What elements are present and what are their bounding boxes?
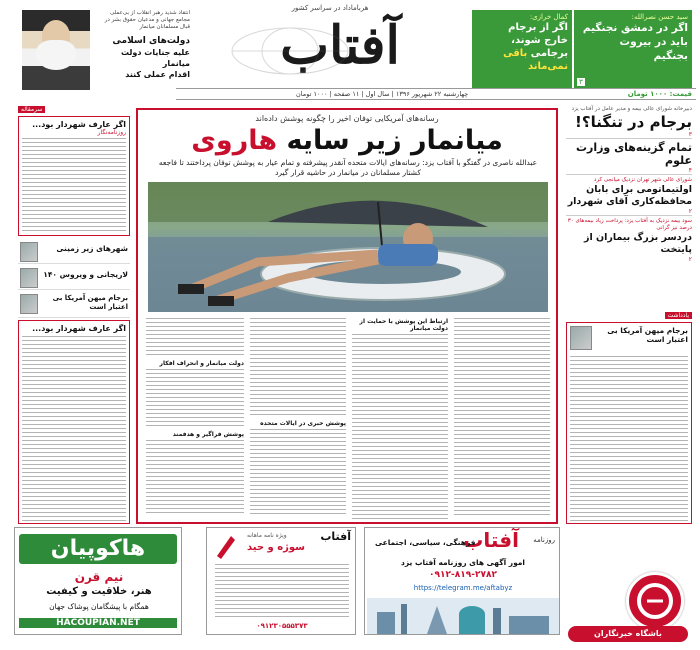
top-right-page: ۳: [579, 78, 583, 86]
left-item-2-thumb: [20, 268, 38, 288]
right-kicker-4: سود بیمه نزدیک به آفتاب یزد: پرداخت زیاد بیمه‌های ۳۰ درصد نیز گرانی: [566, 215, 692, 232]
top-left-headline2: علیه جنایات دولت میانمار: [120, 48, 190, 68]
main-title-b: هاروی: [191, 125, 278, 156]
left-column: [18, 106, 130, 524]
main-body: [146, 318, 550, 518]
main-lead: عبدالله ناصری در گفتگو با آفتاب یزد: رسانه‌های ایالات متحده آنقدر پیشرفته و تمام عیار به پوشش توفان پرداختند تا فاجعه کشتار مسلمانان در میانمار در حاشیه قرار گیرد: [158, 158, 538, 177]
hacoupian-brand: هاکوپیان: [50, 536, 146, 561]
hacoupian-url[interactable]: HACOUPIAN.NET: [19, 618, 177, 628]
ad-hacoupian[interactable]: [14, 527, 182, 635]
right-column: [566, 106, 692, 524]
right-page-4: ۲: [688, 256, 692, 263]
top-center-kicker: کمال خرازی:: [529, 13, 568, 21]
center-ad-logo: آفتاب: [320, 530, 351, 543]
top-center-line3b: باقی: [503, 48, 528, 59]
flood-scene: [148, 182, 548, 312]
right-headline-1[interactable]: برجام در تنگنا؟!: [575, 113, 692, 131]
top-right-kicker: سید حسن نصرالله:: [631, 13, 688, 21]
right-headline-3[interactable]: اولتیماتومی برای بابان محافظه‌کاری آقای شهردار: [567, 184, 692, 207]
top-right-line1: اگر در دمشق نجنگیم: [582, 22, 688, 34]
right-page-3: ۲: [688, 208, 692, 215]
top-right-line2: باید در بیروت: [619, 36, 688, 48]
top-left-box: [8, 10, 190, 92]
left-editorial-byline: روزنامه‌نگار: [97, 129, 126, 136]
right-headline-2[interactable]: تمام گزینه‌های وزارت علوم: [566, 138, 692, 167]
main-story: [136, 108, 558, 524]
main-col-2: [352, 318, 448, 518]
hacoupian-banner: [19, 534, 177, 564]
main-col-3: [250, 318, 346, 518]
main-title-a: میانمار زیر سایه: [286, 125, 503, 156]
top-left-headline3: اقدام عملی کنند: [125, 70, 190, 79]
badge-logo-icon: [629, 575, 681, 627]
city-skyline: [367, 598, 559, 634]
left-lower-headline: اگر عارف شهردار بود...: [32, 324, 126, 333]
main-col-head-3: دولت میانمار و انحراف افکار: [159, 360, 244, 367]
ad-right[interactable]: [364, 527, 560, 635]
right-ad-telegram[interactable]: https://telegram.me/aftabyz: [413, 584, 513, 592]
hacoupian-line3: همگام با پیشگامان پوشاک جهان: [49, 602, 149, 611]
left-item-1[interactable]: [18, 240, 130, 264]
right-note-box: [566, 322, 692, 524]
left-editorial-box: [18, 116, 130, 236]
right-page-2: ۴: [688, 167, 692, 174]
left-item-3[interactable]: [18, 292, 130, 318]
right-note-thumb: [570, 326, 592, 350]
right-ad-brand: آفتاب: [463, 528, 519, 552]
right-headline-4[interactable]: دردسر بزرگ بیماران از پایتخت: [583, 232, 692, 255]
masthead-logo: [210, 16, 470, 80]
pen-icon: [213, 532, 237, 560]
left-item-1-text: شهرهای زیر زمینی: [56, 244, 128, 253]
right-note-tag: یادداشت: [665, 312, 692, 319]
globe-icon: [230, 26, 350, 76]
top-center-line1: اگر از برجام: [508, 22, 568, 33]
top-right-box: [574, 10, 692, 88]
right-kicker-3: شورای عالی شهر تهران نزدیک میانجی کرد: [566, 174, 692, 184]
main-col-1: [454, 318, 550, 518]
left-item-3-text: برجام میهن آمریکا بی اعتبار است: [52, 294, 128, 311]
watermark-text: باشگاه خبرنگاران: [568, 626, 688, 642]
center-ad-title: سوژه و حید: [247, 542, 306, 553]
main-subtitle: رسانه‌های آمریکایی توفان اخیر را چگونه پوشش داده‌اند: [255, 114, 439, 123]
top-center-line3c: نمی‌ماند: [527, 61, 568, 72]
hacoupian-line2: هنر، خلاقیت و کیفیت: [46, 586, 152, 597]
top-center-line2: خارج شوند،: [511, 35, 568, 46]
left-editorial-headline: اگر عارف شهردار بود...: [32, 120, 126, 129]
top-left-caption: انتقاد شدید رهبر انقلاب از بی‌عملی مجامع جهانی و مدعیان حقوق بشر در قبال مسلمانان میانمار: [104, 10, 190, 30]
left-editorial-tag: سرمقاله: [18, 106, 45, 113]
main-col-4: [146, 318, 244, 518]
main-title: [138, 124, 556, 158]
left-item-1-thumb: [20, 242, 38, 262]
top-center-box: [472, 10, 572, 88]
masthead: [0, 0, 700, 106]
price-label: قیمت: ۱۰۰۰ تومان: [627, 90, 692, 98]
right-ad-line: امور آگهی های روزنامه آفتاب یزد: [401, 558, 525, 567]
main-col-head-2: پوشش خبری در ایالات متحده: [260, 420, 346, 427]
date-line: چهارشنبه ۲۲ شهریور ۱۳۹۶ | سال اول | ۱۱ صفحه | ۱۰۰۰ تومان: [296, 90, 469, 98]
center-ad-phone[interactable]: ۰۹۱۲۳۰۵۵۵۳۷۳: [256, 622, 308, 630]
right-ad-top: روزنامه: [533, 536, 555, 544]
center-ad-sub: ویژه نامه ماهانه: [247, 532, 287, 539]
right-ad-phone[interactable]: ۰۹۱۲-۸۱۹-۲۷۸۲: [429, 570, 497, 580]
watermark-badge: [568, 572, 694, 644]
right-ad-desc: فرهنگی، سیاسی، اجتماعی: [375, 538, 476, 547]
hacoupian-line1: نیم قرن: [74, 570, 124, 584]
left-item-3-thumb: [20, 294, 38, 314]
main-col-head-4: پوشش فراگیر و هدفمند: [172, 431, 244, 438]
leader-photo: [22, 10, 90, 90]
right-page-1: ۳: [688, 131, 692, 138]
right-note-headline[interactable]: برجام میهن آمریکا بی اعتبار است: [607, 326, 688, 344]
ad-center[interactable]: [206, 527, 356, 635]
main-photo: [148, 182, 548, 312]
watermark-circle: [626, 572, 684, 630]
left-item-2-text: لاریجانی و ویروس ۱۴۰: [43, 270, 128, 279]
left-lower-box: [18, 320, 130, 524]
top-right-line3: بجنگیم: [653, 50, 688, 62]
center-ad-text: [215, 564, 349, 620]
date-bar: [176, 88, 696, 100]
logo-text: آفتاب: [280, 15, 400, 76]
masthead-tagline: هرباماداد در سراسر کشور: [291, 4, 369, 12]
top-center-line3a: برجامی: [530, 48, 568, 59]
left-item-2[interactable]: [18, 266, 130, 290]
right-kicker-1: دبیرخانه شورای عالی بیمه و مدیر عامل در آفتاب یزد: [571, 106, 692, 112]
main-col-head-1: ارتباط این پوشش با حمایت از دولت میانمار: [359, 318, 448, 332]
top-left-headline1: دولت‌های اسلامی: [112, 36, 190, 46]
